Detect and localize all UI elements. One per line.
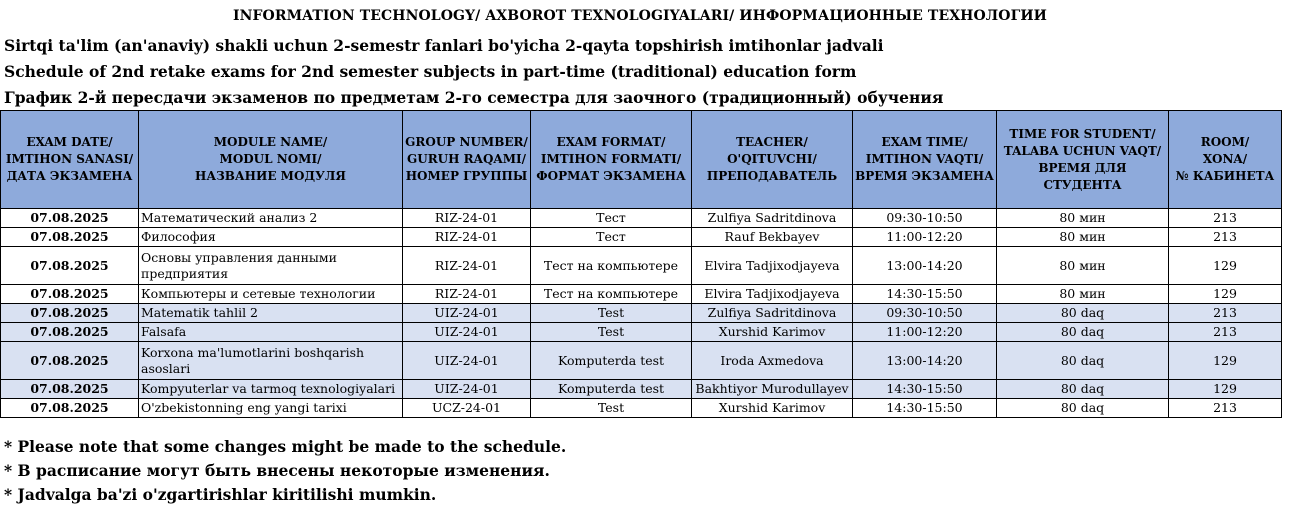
table-row <box>1 342 1282 380</box>
column-header-time-for-student: TIME FOR STUDENT/ TALABA UCHUN VAQT/ ВРЕМЯ ДЛЯ СТУДЕНТА <box>997 111 1169 209</box>
cell-format: Test <box>531 304 692 323</box>
cell-date: 07.08.2025 <box>1 228 139 247</box>
table-row <box>1 285 1282 304</box>
cell-room: 213 <box>1169 209 1282 228</box>
table-header-row <box>1 111 1282 209</box>
cell-room: 129 <box>1169 380 1282 399</box>
cell-module: Matematik tahlil 2 <box>139 304 403 323</box>
cell-teacher: Bakhtiyor Murodullayev <box>692 380 853 399</box>
cell-teacher: Zulfiya Sadritdinova <box>692 209 853 228</box>
cell-time: 09:30-10:50 <box>853 304 997 323</box>
cell-teacher: Elvira Tadjixodjayeva <box>692 285 853 304</box>
cell-date: 07.08.2025 <box>1 342 139 380</box>
cell-room: 213 <box>1169 323 1282 342</box>
cell-group: RIZ-24-01 <box>403 247 531 285</box>
cell-module: Компьютеры и сетевые технологии <box>139 285 403 304</box>
cell-duration: 80 daq <box>997 380 1169 399</box>
table-row <box>1 323 1282 342</box>
cell-date: 07.08.2025 <box>1 304 139 323</box>
cell-teacher: Xurshid Karimov <box>692 399 853 418</box>
cell-time: 13:00-14:20 <box>853 342 997 380</box>
cell-teacher: Xurshid Karimov <box>692 323 853 342</box>
cell-duration: 80 daq <box>997 342 1169 380</box>
cell-group: RIZ-24-01 <box>403 285 531 304</box>
table-row <box>1 304 1282 323</box>
cell-teacher: Iroda Axmedova <box>692 342 853 380</box>
cell-format: Test <box>531 323 692 342</box>
cell-duration: 80 daq <box>997 323 1169 342</box>
cell-date: 07.08.2025 <box>1 323 139 342</box>
cell-group: RIZ-24-01 <box>403 209 531 228</box>
cell-date: 07.08.2025 <box>1 399 139 418</box>
column-header-exam-date: EXAM DATE/ IMTIHON SANASI/ ДАТА ЭКЗАМЕНА <box>1 111 139 209</box>
cell-date: 07.08.2025 <box>1 209 139 228</box>
cell-duration: 80 мин <box>997 209 1169 228</box>
cell-date: 07.08.2025 <box>1 380 139 399</box>
cell-module: Korxona ma'lumotlarini boshqarish asoslari <box>139 342 403 380</box>
cell-time: 11:00-12:20 <box>853 323 997 342</box>
cell-module: Философия <box>139 228 403 247</box>
cell-time: 14:30-15:50 <box>853 399 997 418</box>
cell-room: 213 <box>1169 399 1282 418</box>
cell-format: Komputerda test <box>531 380 692 399</box>
column-header-module-name: MODULE NAME/ MODUL NOMI/ НАЗВАНИЕ МОДУЛЯ <box>139 111 403 209</box>
cell-time: 09:30-10:50 <box>853 209 997 228</box>
cell-teacher: Zulfiya Sadritdinova <box>692 304 853 323</box>
column-header-exam-time: EXAM TIME/ IMTIHON VAQTI/ ВРЕМЯ ЭКЗАМЕНА <box>853 111 997 209</box>
cell-duration: 80 мин <box>997 285 1169 304</box>
cell-group: UIZ-24-01 <box>403 380 531 399</box>
cell-duration: 80 мин <box>997 228 1169 247</box>
cell-module: Основы управления данными предприятия <box>139 247 403 285</box>
cell-date: 07.08.2025 <box>1 285 139 304</box>
column-header-group-number: GROUP NUMBER/ GURUH RAQAMI/ НОМЕР ГРУППЫ <box>403 111 531 209</box>
cell-room: 213 <box>1169 304 1282 323</box>
cell-time: 14:30-15:50 <box>853 380 997 399</box>
cell-module: O'zbekistonning eng yangi tarixi <box>139 399 403 418</box>
cell-room: 129 <box>1169 247 1282 285</box>
table-row <box>1 209 1282 228</box>
subtitle-uzbek: Sirtqi ta'lim (an'anaviy) shakli uchun 2-semestr fanlari bo'yicha 2-qayta topshirish imtihonlar jadvali <box>4 36 884 55</box>
cell-group: RIZ-24-01 <box>403 228 531 247</box>
cell-date: 07.08.2025 <box>1 247 139 285</box>
cell-time: 13:00-14:20 <box>853 247 997 285</box>
cell-group: UIZ-24-01 <box>403 304 531 323</box>
table-row <box>1 399 1282 418</box>
note-uzbek: * Jadvalga ba'zi o'zgartirishlar kiritilishi mumkin. <box>4 485 437 504</box>
cell-room: 129 <box>1169 285 1282 304</box>
cell-room: 213 <box>1169 228 1282 247</box>
subtitle-russian: График 2-й пересдачи экзаменов по предметам 2-го семестра для заочного (традиционный) обучения <box>4 88 944 107</box>
cell-format: Komputerda test <box>531 342 692 380</box>
page-title: INFORMATION TECHNOLOGY/ AXBOROT TEXNOLOGIYALARI/ ИНФОРМАЦИОННЫЕ ТЕХНОЛОГИИ <box>232 8 1048 24</box>
table-row <box>1 247 1282 285</box>
column-header-exam-format: EXAM FORMAT/ IMTIHON FORMATI/ ФОРМАТ ЭКЗАМЕНА <box>531 111 692 209</box>
table-row <box>1 228 1282 247</box>
cell-group: UCZ-24-01 <box>403 399 531 418</box>
exam-schedule-table <box>0 110 1282 418</box>
cell-group: UIZ-24-01 <box>403 323 531 342</box>
cell-duration: 80 мин <box>997 247 1169 285</box>
cell-format: Тест на компьютере <box>531 247 692 285</box>
table-row <box>1 380 1282 399</box>
cell-time: 11:00-12:20 <box>853 228 997 247</box>
note-russian: * В расписание могут быть внесены некоторые изменения. <box>4 461 550 480</box>
cell-teacher: Rauf Bekbayev <box>692 228 853 247</box>
cell-format: Тест <box>531 228 692 247</box>
column-header-teacher: TEACHER/ O'QITUVCHI/ ПРЕПОДАВАТЕЛЬ <box>692 111 853 209</box>
cell-module: Falsafa <box>139 323 403 342</box>
cell-time: 14:30-15:50 <box>853 285 997 304</box>
cell-format: Тест <box>531 209 692 228</box>
cell-format: Test <box>531 399 692 418</box>
cell-room: 129 <box>1169 342 1282 380</box>
cell-teacher: Elvira Tadjixodjayeva <box>692 247 853 285</box>
cell-group: UIZ-24-01 <box>403 342 531 380</box>
cell-module: Математический анализ 2 <box>139 209 403 228</box>
subtitle-english: Schedule of 2nd retake exams for 2nd semester subjects in part-time (traditional) education form <box>4 62 857 81</box>
cell-module: Kompyuterlar va tarmoq texnologiyalari <box>139 380 403 399</box>
cell-duration: 80 daq <box>997 399 1169 418</box>
cell-duration: 80 daq <box>997 304 1169 323</box>
cell-format: Тест на компьютере <box>531 285 692 304</box>
column-header-room: ROOM/ XONA/ № КАБИНЕТА <box>1169 111 1282 209</box>
note-english: * Please note that some changes might be made to the schedule. <box>4 437 567 456</box>
